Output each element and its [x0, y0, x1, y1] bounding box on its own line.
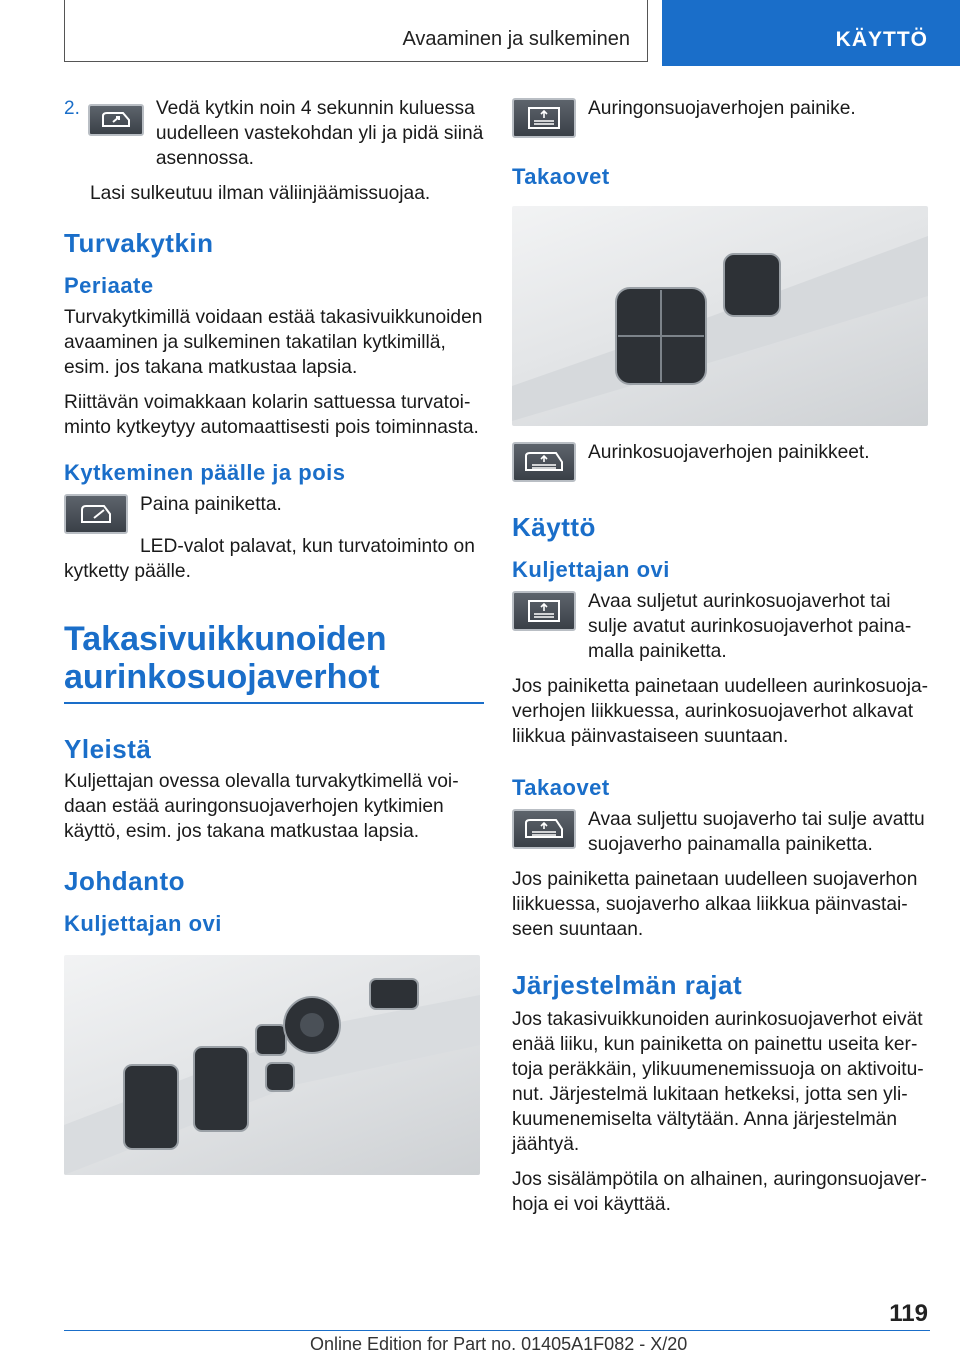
- window-switch-icon: [88, 104, 144, 136]
- driver-door-switch-photo: [64, 955, 480, 1175]
- periaate-paragraph-2: Riittävän voimakkaan kolarin sattuessa turvatoiminto kytkeytyy automaattisesti pois toiminnasta.: [64, 392, 479, 438]
- page-header: [0, 0, 960, 66]
- sunblind-caption: Auringonsuojaverhojen painike.: [588, 98, 856, 119]
- heading-kaytto: Käyttö: [512, 512, 596, 542]
- heading-jarjestelman-rajat: Järjestelmän rajat: [512, 970, 743, 1000]
- heading-yleista: Yleistä: [64, 734, 152, 764]
- kuljettajan-text: Avaa suljetut aurinkosuojaverhot tai sulje avatut aurinkosuojaverhot painamalla painiketta.: [588, 591, 912, 662]
- sunblinds-caption: Aurinkosuojaverhojen painikkeet.: [588, 442, 870, 463]
- right-column: [512, 96, 930, 1227]
- step-2-text: Vedä kytkin noin 4 sekunnin kuluessa uudelleen vastekohdan yli ja pidä siinä asennossa.: [155, 98, 484, 169]
- edition-note: Online Edition for Part no. 01405A1F082 - X/20: [310, 1334, 688, 1354]
- takaovet-row: [512, 807, 930, 867]
- sunblind-icon: [512, 98, 576, 138]
- sunblinds-icon: [512, 442, 576, 482]
- heading-aurinkosuojaverhot: Takasivuikkunoiden aurinkosuojaverhot: [64, 620, 484, 704]
- heading-takaovet-2: Takaovet: [512, 775, 610, 800]
- safety-switch-icon: [64, 494, 128, 534]
- yleista-paragraph: Kuljettajan ovessa olevalla turvakytkimellä voidaan estää auringonsuojaverhojen kytkimien käyttö, esim. jos takana matkustaa lapsia.: [64, 771, 459, 842]
- kuljettajan-row: [512, 589, 930, 674]
- periaate-paragraph-1: Turvakytkimillä voidaan estää takasivuikkunoiden avaaminen ja sulkeminen takatilan kytkimillä, esim. jos takana matkustaa lapsia.: [64, 307, 483, 378]
- sunblind-button-row: [512, 96, 930, 138]
- sunblind-buttons-row: [512, 440, 930, 482]
- step-2-note: Lasi sulkeutuu ilman väliinjäämissuojaa.: [90, 183, 431, 204]
- rear-door-switch-photo: [512, 206, 928, 426]
- takaovet-text: Avaa suljettu suojaverho tai sulje avattu suojaverho painamalla painiketta.: [588, 809, 925, 855]
- heading-kuljettajan-ovi-left: Kuljettajan ovi: [64, 911, 222, 936]
- kytkeminen-line-1: Paina painiketta.: [140, 494, 282, 515]
- step-number: 2.: [64, 98, 80, 119]
- rajat-paragraph-2: Jos sisälämpötila on alhainen, auringonsuojaverhoja ei voi käyttää.: [512, 1169, 927, 1215]
- takaovet-paragraph-2: Jos painiketta painetaan uudelleen suojaverhon liikkuessa, suojaverho alkaa liikkua päinvastaiseen suuntaan.: [512, 869, 918, 940]
- heading-kytkeminen: Kytkeminen päälle ja pois: [64, 460, 346, 485]
- driver-sunblind-icon: [512, 591, 576, 631]
- heading-takaovet-1: Takaovet: [512, 164, 610, 189]
- footer-divider: [64, 1330, 930, 1331]
- step-2: [64, 96, 484, 181]
- kytkeminen-line-2: LED-valot palavat, kun turvatoiminto on kytketty päälle.: [64, 536, 475, 582]
- kytkeminen-row: [64, 492, 484, 534]
- heading-johdanto: Johdanto: [64, 866, 185, 896]
- heading-periaate: Periaate: [64, 273, 154, 298]
- header-section-title: Avaaminen ja sulkeminen: [402, 28, 630, 50]
- kuljettajan-paragraph-2: Jos painiketta painetaan uudelleen aurinkosuojaverhojen liikkuessa, aurinkosuojaverhot alkavat liikkua päinvastaiseen suuntaan.: [512, 676, 929, 747]
- heading-turvakytkin: Turvakytkin: [64, 228, 214, 258]
- heading-kuljettajan-ovi-right: Kuljettajan ovi: [512, 557, 670, 582]
- page-number: 119: [889, 1300, 928, 1327]
- rajat-paragraph-1: Jos takasivuikkunoiden aurinkosuojaverhot eivät enää liiku, kun painiketta on painettu useita kertoja peräkkäin, ylikuumenemissuoja on aktivoitunut. Järjestelmä lukitaan hetkeksi, jotta sen ylikuumenemiselta vältytään. Anna järjestelmän jäähtyä.: [512, 1009, 924, 1155]
- header-chapter-tab: KÄYTTÖ: [662, 0, 960, 66]
- rear-sunblind-icon: [512, 809, 576, 849]
- left-column: [64, 96, 484, 1189]
